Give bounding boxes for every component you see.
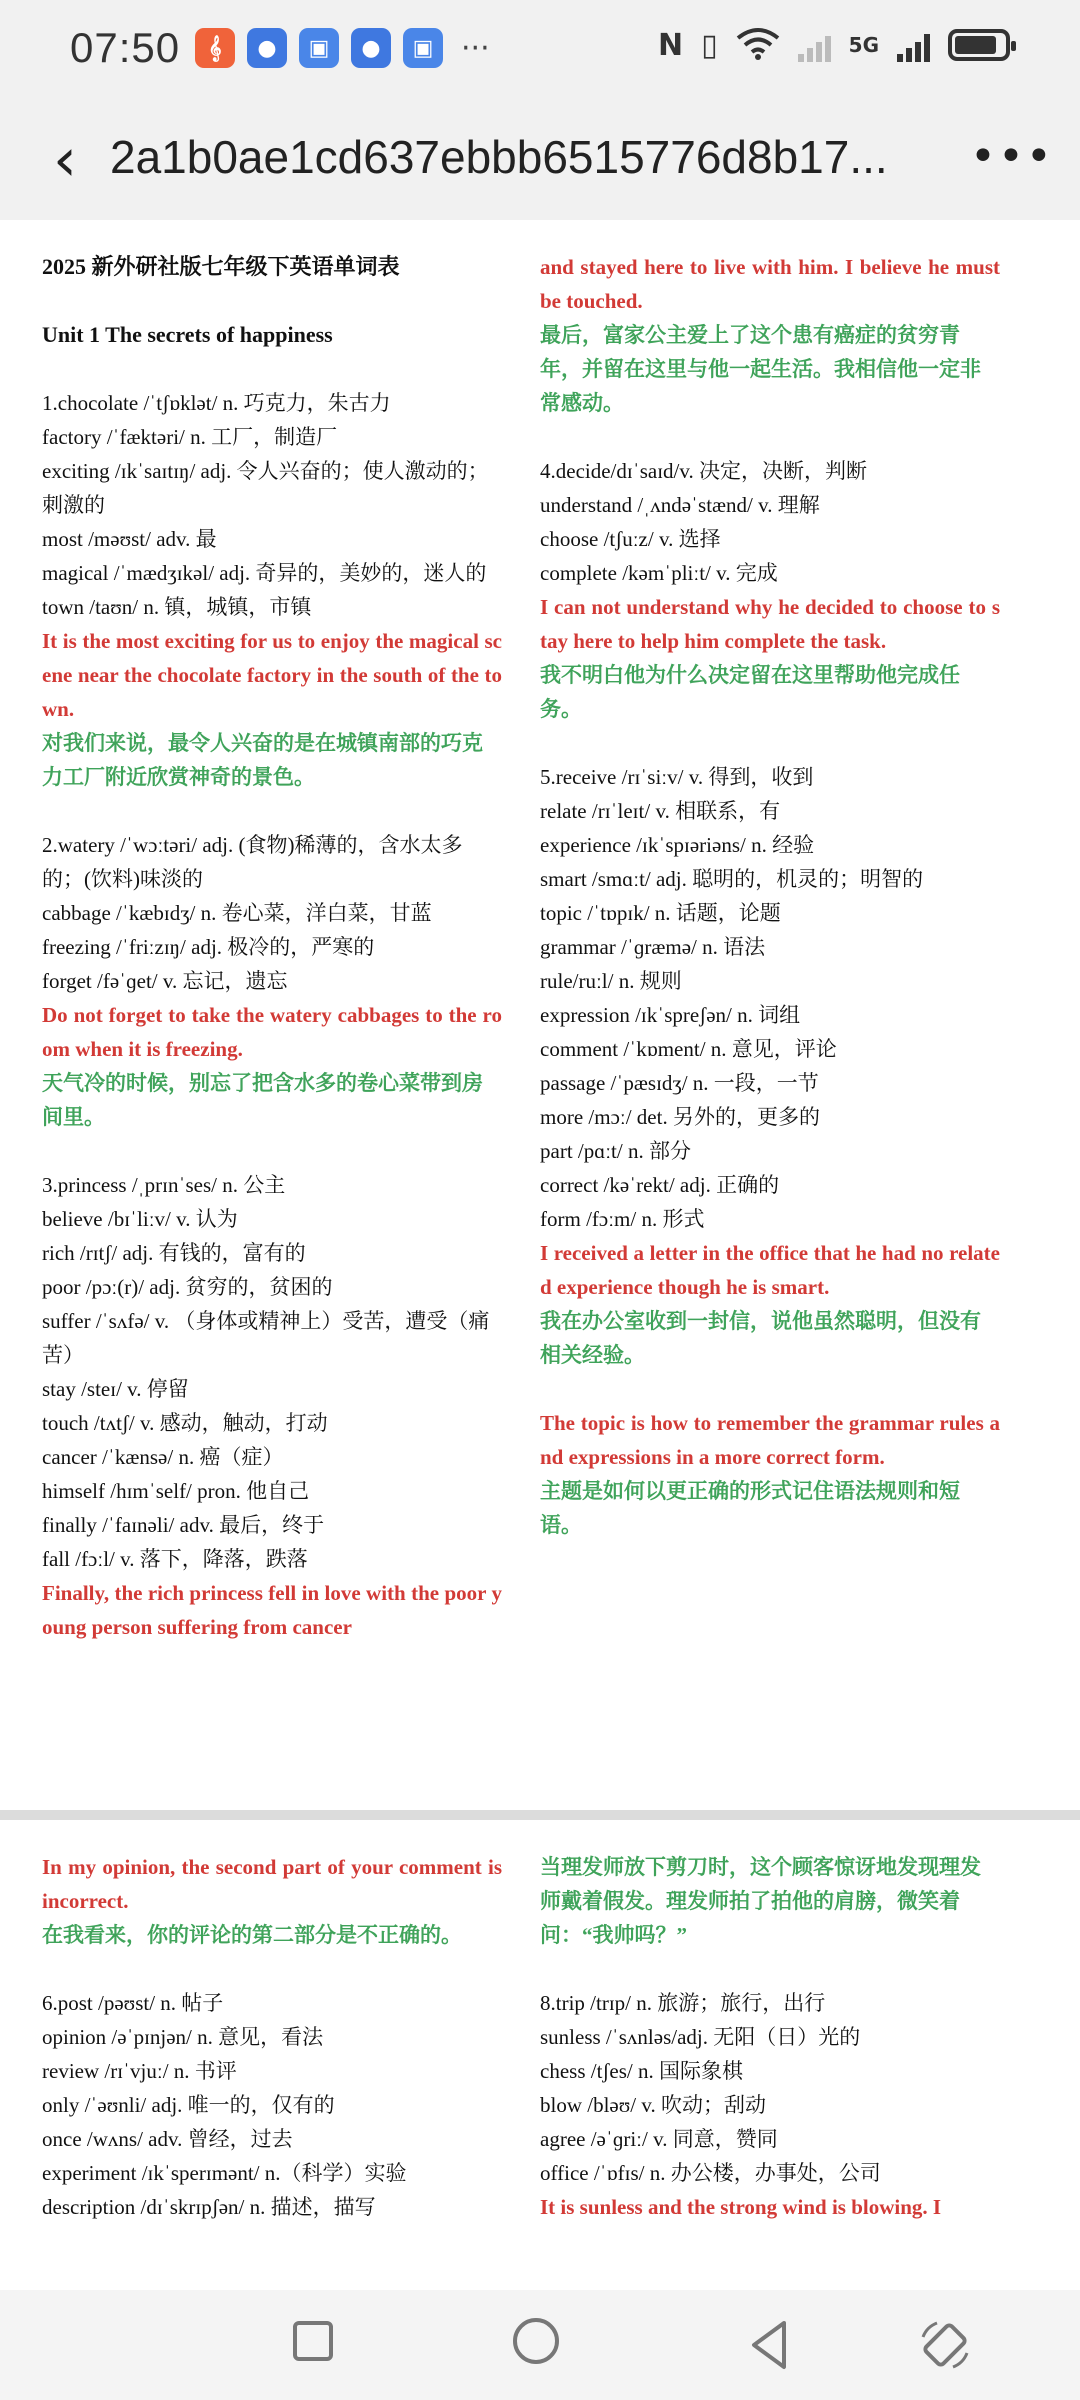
back-button[interactable]: ‹: [53, 125, 77, 195]
vocabulary-entry: office /ˈɒfɪs/ n. 办公楼，办事处，公司: [540, 2161, 881, 2185]
app-shield-icon: ▣: [403, 28, 443, 68]
example-sentence-english: and stayed here to live with him. I believe he must be touched.: [540, 255, 1000, 313]
nav-back-button[interactable]: [740, 2315, 800, 2375]
signal-sim2-icon: [897, 28, 930, 62]
page1-right-column: [540, 250, 1000, 1542]
app-bar: [0, 100, 1080, 220]
vocabulary-entry: passage /ˈpæsɪdʒ/ n. 一段，一节: [540, 1071, 819, 1095]
vocabulary-entry: agree /əˈɡriː/ v. 同意，赞同: [540, 2127, 778, 2151]
planet-app-icon: ●: [247, 28, 287, 68]
vocabulary-entry: chess /tʃes/ n. 国际象棋: [540, 2059, 743, 2083]
example-sentence-english: In my opinion, the second part of your comment is incorrect.: [42, 1855, 502, 1913]
page-separator: [0, 1810, 1080, 1820]
blank-line: [42, 1134, 502, 1168]
vocabulary-entry: poor /pɔː(r)/ adj. 贫穷的，贫困的: [42, 1275, 333, 1299]
vocabulary-entry: correct /kəˈrekt/ adj. 正确的: [540, 1173, 780, 1197]
vocabulary-entry: town /taʊn/ n. 镇，城镇，市镇: [42, 595, 312, 619]
vocabulary-entry: 6.post /pəʊst/ n. 帖子: [42, 1991, 224, 2015]
app-shield-icon: ▣: [299, 28, 339, 68]
example-sentence-english: Do not forget to take the watery cabbages to the room when it is freezing.: [42, 1003, 502, 1061]
navigation-bar: [0, 2290, 1080, 2400]
signal-sim1-icon: [798, 28, 831, 62]
vocabulary-entry: rich /rɪtʃ/ adj. 有钱的，富有的: [42, 1241, 306, 1265]
vocabulary-entry: magical /ˈmædʒɪkəl/ adj. 奇异的，美妙的，迷人的: [42, 561, 487, 585]
document-page-1[interactable]: [0, 220, 1080, 1810]
nfc-icon: N: [658, 27, 684, 63]
home-button[interactable]: [510, 2315, 570, 2375]
vocabulary-entry: comment /ˈkɒment/ n. 意见，评论: [540, 1037, 837, 1061]
vocabulary-entry: part /pɑːt/ n. 部分: [540, 1139, 691, 1163]
example-sentence-english: I received a letter in the office that he had no related experience though he is smart.: [540, 1241, 1000, 1299]
example-sentence-chinese: 天气冷的时候，别忘了把含水多的卷心菜带到房间里。: [42, 1071, 483, 1129]
document-heading: 2025 新外研社版七年级下英语单词表: [42, 254, 400, 279]
vocabulary-entry: rule/ruːl/ n. 规则: [540, 969, 682, 993]
vocabulary-entry: cancer /ˈkænsə/ n. 癌（症）: [42, 1445, 284, 1469]
planet-app-icon: ●: [351, 28, 391, 68]
vocabulary-entry: stay /steɪ/ v. 停留: [42, 1377, 189, 1401]
rotate-icon: [915, 2315, 975, 2375]
vocabulary-entry: more /mɔː/ det. 另外的，更多的: [540, 1105, 820, 1129]
example-sentence-chinese: 对我们来说，最令人兴奋的是在城镇南部的巧克力工厂附近欣赏神奇的景色。: [42, 731, 483, 789]
blank-line: [540, 420, 1000, 454]
vocabulary-entry: 5.receive /rɪˈsiːv/ v. 得到，收到: [540, 765, 814, 789]
battery-icon: [948, 29, 1010, 61]
vocabulary-entry: fall /fɔːl/ v. 落下，降落，跌落: [42, 1547, 308, 1571]
vocabulary-entry: grammar /ˈɡræmə/ n. 语法: [540, 935, 766, 959]
more-notifications-icon: ···: [461, 30, 490, 66]
example-sentence-chinese: 当理发师放下剪刀时，这个顾客惊讶地发现理发师戴着假发。理发师拍了拍他的肩膀，微笑着问：“我帅吗？”: [540, 1855, 981, 1947]
vocabulary-entry: 4.decide/dɪˈsaɪd/v. 决定，决断，判断: [540, 459, 868, 483]
status-app-icons: [195, 28, 490, 68]
vocabulary-entry: review /rɪˈvjuː/ n. 书评: [42, 2059, 237, 2083]
example-sentence-chinese: 我在办公室收到一封信，说他虽然聪明，但没有相关经验。: [540, 1309, 981, 1367]
vocabulary-entry: 2.watery /ˈwɔːtəri/ adj. (食物)稀薄的，含水太多的；(饮料)味淡的: [42, 833, 463, 891]
vocabulary-entry: only /ˈəʊnli/ adj. 唯一的，仅有的: [42, 2093, 335, 2117]
vocabulary-entry: himself /hɪmˈself/ pron. 他自己: [42, 1479, 310, 1503]
vocabulary-entry: forget /fəˈɡet/ v. 忘记，遗忘: [42, 969, 288, 993]
document-page-2[interactable]: [0, 1820, 1080, 2290]
vocabulary-entry: 1.chocolate /ˈtʃɒklət/ n. 巧克力，朱古力: [42, 391, 391, 415]
vocabulary-entry: sunless /ˈsʌnləs/adj. 无阳（日）光的: [540, 2025, 861, 2049]
vibrate-icon: ▯: [701, 27, 718, 63]
vocabulary-entry: believe /bɪˈliːv/ v. 认为: [42, 1207, 238, 1231]
vocabulary-entry: relate /rɪˈleɪt/ v. 相联系，有: [540, 799, 781, 823]
vocabulary-entry: factory /ˈfæktəri/ n. 工厂，制造厂: [42, 425, 338, 449]
vocabulary-entry: smart /smɑːt/ adj. 聪明的，机灵的；明智的: [540, 867, 924, 891]
status-indicators: [658, 26, 1010, 64]
vocabulary-entry: understand /ˌʌndəˈstænd/ v. 理解: [540, 493, 820, 517]
document-heading: Unit 1 The secrets of happiness: [42, 322, 333, 347]
page2-left-column: [42, 1850, 502, 2224]
network-type: 5G: [848, 33, 879, 57]
example-sentence-english: It is sunless and the strong wind is blowing. I: [540, 2195, 942, 2219]
document-title: 2a1b0ae1cd637ebbb6515776d8b17...: [110, 131, 888, 183]
status-bar: [0, 0, 1080, 100]
wifi-icon: [736, 26, 780, 64]
example-sentence-english: It is the most exciting for us to enjoy the magical scene near the chocolate factory in the south of the town.: [42, 629, 502, 721]
vocabulary-entry: topic /ˈtɒpɪk/ n. 话题，论题: [540, 901, 781, 925]
recent-apps-button[interactable]: [287, 2315, 347, 2375]
blank-line: [540, 1952, 1000, 1986]
vocabulary-entry: experiment /ɪkˈsperɪmənt/ n.（科学）实验: [42, 2161, 407, 2185]
vocabulary-entry: once /wʌns/ adv. 曾经，过去: [42, 2127, 293, 2151]
vocabulary-entry: description /dɪˈskrɪpʃən/ n. 描述，描写: [42, 2195, 376, 2219]
blank-line: [42, 1952, 502, 1986]
blank-line: [42, 284, 502, 318]
example-sentence-chinese: 在我看来，你的评论的第二部分是不正确的。: [42, 1923, 462, 1947]
bilibili-icon: 𝄞: [195, 28, 235, 68]
vocabulary-entry: most /məʊst/ adv. 最: [42, 527, 217, 551]
example-sentence-chinese: 最后，富家公主爱上了这个患有癌症的贫穷青年，并留在这里与他一起生活。我相信他一定非常感动。: [540, 323, 981, 415]
vocabulary-entry: blow /bləʊ/ v. 吹动；刮动: [540, 2093, 766, 2117]
vocabulary-entry: cabbage /ˈkæbɪdʒ/ n. 卷心菜，洋白菜，甘蓝: [42, 901, 432, 925]
vocabulary-entry: complete /kəmˈpliːt/ v. 完成: [540, 561, 778, 585]
circle-icon: [513, 2318, 559, 2364]
example-sentence-english: The topic is how to remember the grammar rules and expressions in a more correct form.: [540, 1411, 1000, 1469]
vocabulary-entry: expression /ɪkˈspreʃən/ n. 词组: [540, 1003, 801, 1027]
vocabulary-entry: 8.trip /trɪp/ n. 旅游；旅行，出行: [540, 1991, 826, 2015]
example-sentence-chinese: 我不明白他为什么决定留在这里帮助他完成任务。: [540, 663, 960, 721]
triangle-back-icon: [740, 2315, 800, 2375]
vocabulary-entry: finally /ˈfaɪnəli/ adv. 最后，终于: [42, 1513, 325, 1537]
vocabulary-entry: suffer /ˈsʌfə/ v. （身体或精神上）受苦，遭受（痛苦）: [42, 1309, 490, 1367]
vocabulary-entry: form /fɔːm/ n. 形式: [540, 1207, 705, 1231]
blank-line: [540, 1372, 1000, 1406]
page1-left-column: [42, 250, 502, 1644]
square-icon: [293, 2321, 333, 2361]
blank-line: [540, 726, 1000, 760]
example-sentence-chinese: 主题是如何以更正确的形式记住语法规则和短语。: [540, 1479, 960, 1537]
example-sentence-english: I can not understand why he decided to choose to stay here to help him complete the task.: [540, 595, 1000, 653]
page2-right-column: [540, 1850, 1000, 2224]
vocabulary-entry: opinion /əˈpɪnjən/ n. 意见，看法: [42, 2025, 324, 2049]
vocabulary-entry: touch /tʌtʃ/ v. 感动，触动，打动: [42, 1411, 328, 1435]
blank-line: [42, 794, 502, 828]
vocabulary-entry: freezing /ˈfriːzɪŋ/ adj. 极冷的，严寒的: [42, 935, 375, 959]
blank-line: [42, 352, 502, 386]
vocabulary-entry: exciting /ɪkˈsaɪtɪŋ/ adj. 令人兴奋的；使人激动的；刺激的: [42, 459, 489, 517]
rotate-screen-button[interactable]: [915, 2315, 975, 2375]
status-time: 07:50: [70, 24, 181, 71]
more-options-button[interactable]: •••: [970, 131, 1054, 182]
vocabulary-entry: 3.princess /ˌprɪnˈses/ n. 公主: [42, 1173, 286, 1197]
vocabulary-entry: choose /tʃuːz/ v. 选择: [540, 527, 721, 551]
example-sentence-english: Finally, the rich princess fell in love with the poor young person suffering from cancer: [42, 1581, 502, 1639]
vocabulary-entry: experience /ɪkˈspɪəriəns/ n. 经验: [540, 833, 815, 857]
